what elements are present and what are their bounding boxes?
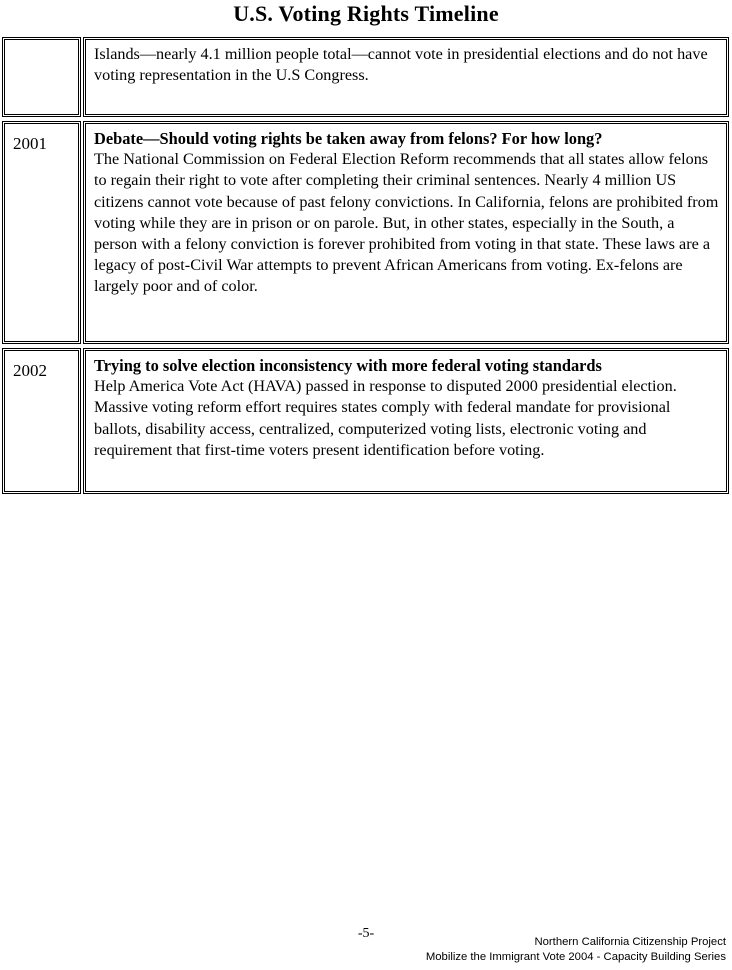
footer-organization: Northern California Citizenship Project (534, 936, 726, 948)
table-row (2, 121, 729, 344)
entry-cell (83, 121, 729, 344)
year-cell: 2002 (2, 348, 81, 494)
year-cell: 2001 (2, 121, 81, 344)
year-cell (2, 37, 81, 117)
page-title: U.S. Voting Rights Timeline (233, 1, 499, 26)
entry-heading: Trying to solve election inconsistency with more federal voting standards (94, 356, 602, 375)
footer (426, 935, 726, 965)
entry-body: Islands—nearly 4.1 million people total—cannot vote in presidential elections and do not have voting representation in the U.S Congress. (94, 45, 708, 85)
entry-heading: Debate—Should voting rights be taken away from felons? For how long? (94, 129, 603, 148)
table-row (2, 348, 729, 494)
page-number: -5- (357, 926, 375, 941)
footer-series: Mobilize the Immigrant Vote 2004 - Capacity Building Series (425, 951, 726, 963)
entry-body: Help America Vote Act (HAVA) passed in response to disputed 2000 presidential election. Massive voting reform effort requires states comply with federal mandate for provisional ballots, disability access, centralized, computerized voting lists, electronic voting and requirement that first-time voters present identification before voting. (94, 377, 677, 459)
entry-body: The National Commission on Federal Election Reform recommends that all states allow felons to regain their right to vote after completing their criminal sentences. Nearly 4 million US citizens cannot vote because of past felony convictions. In California, felons are prohibited from voting while they are in prison or on parole. But, in other states, especially in the South, a person with a felony conviction is forever prohibited from voting in that state. These laws are a legacy of post-Civil War attempts to prevent African Americans from voting. Ex-felons are largely poor and of color. (94, 150, 719, 296)
entry-cell (83, 348, 729, 494)
table-row (2, 37, 729, 117)
timeline-table (2, 37, 729, 498)
entry-cell (83, 37, 729, 117)
